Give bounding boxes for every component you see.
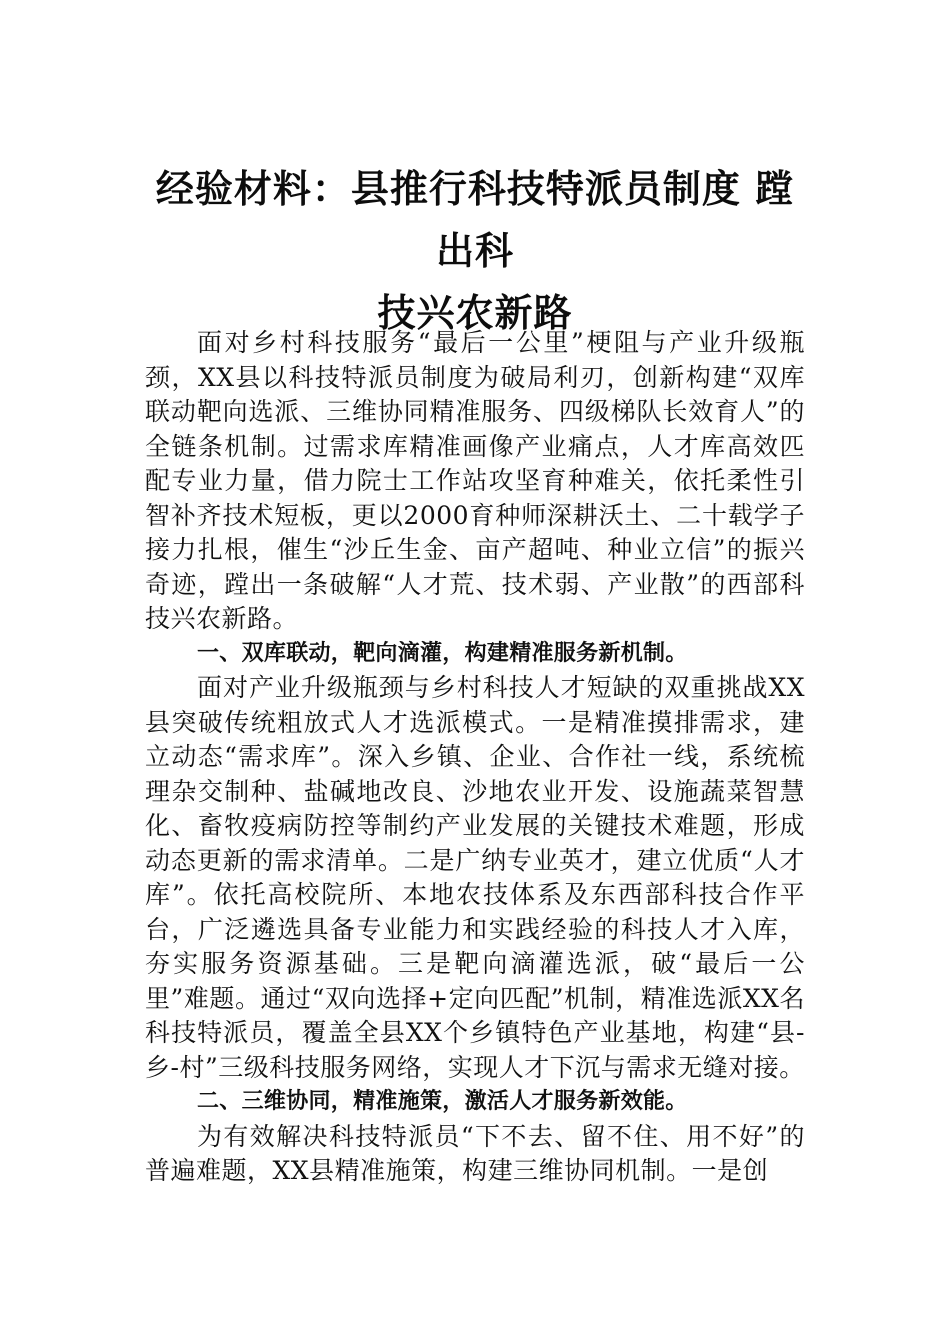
section-1-paragraph: 面对产业升级瓶颈与乡村科技人才短缺的双重挑战XX县突破传统粗放式人才选派模式。一是精准摸排需求，建立动态“需求库”。深入乡镇、企业、合作社一线，系统梳理杂交制种、盐碱地改良、沙地农业开发、设施蔬菜智慧化、畜牧疫病防控等制约产业发展的关键技术难题，形成动态更新的需求清单。二是广纳专业英才，建立优质“人才库”。依托高校院所、本地农技体系及东西部科技合作平台，广泛遴选具备专业能力和实践经验的科技人才入库，夯实服务资源基础。三是靶向滴灌选派，破“最后一公里”难题。通过“双向选择+定向匹配”机制，精准选派XX名科技特派员，覆盖全县XX个乡镇特色产业基地，构建“县-乡-村”三级科技服务网络，实现人才下沉与需求无缝对接。 xyxy=(145,673,805,1082)
title-line-2: 技兴农新路 xyxy=(377,290,573,335)
section-1-heading: 一、双库联动，靶向滴灌，构建精准服务新机制。 xyxy=(197,640,688,666)
document-body xyxy=(145,326,805,1189)
title-line-1: 经验材料：县推行科技特派员制度 蹚出科 xyxy=(155,166,795,273)
section-2-paragraph: 为有效解决科技特派员“下不去、留不住、用不好”的普遍难题，XX县精准施策，构建三维协同机制。一是创 xyxy=(145,1121,805,1185)
intro-paragraph: 面对乡村科技服务“最后一公里”梗阻与产业升级瓶颈，XX县以科技特派员制度为破局利刃，创新构建“双库联动靶向选派、三维协同精准服务、四级梯队长效育人”的全链条机制。过需求库精准画像产业痛点，人才库高效匹配专业力量，借力院士工作站攻坚育种难关，依托柔性引智补齐技术短板，更以2000育种师深耕沃土、二十载学子接力扎根，催生“沙丘生金、亩产超吨、种业立信”的振兴奇迹，蹚出一条破解“人才荒、技术弱、产业散”的西部科技兴农新路。 xyxy=(145,328,805,633)
section-2-heading: 二、三维协同，精准施策，激活人才服务新效能。 xyxy=(197,1089,688,1114)
document-title xyxy=(145,158,805,344)
